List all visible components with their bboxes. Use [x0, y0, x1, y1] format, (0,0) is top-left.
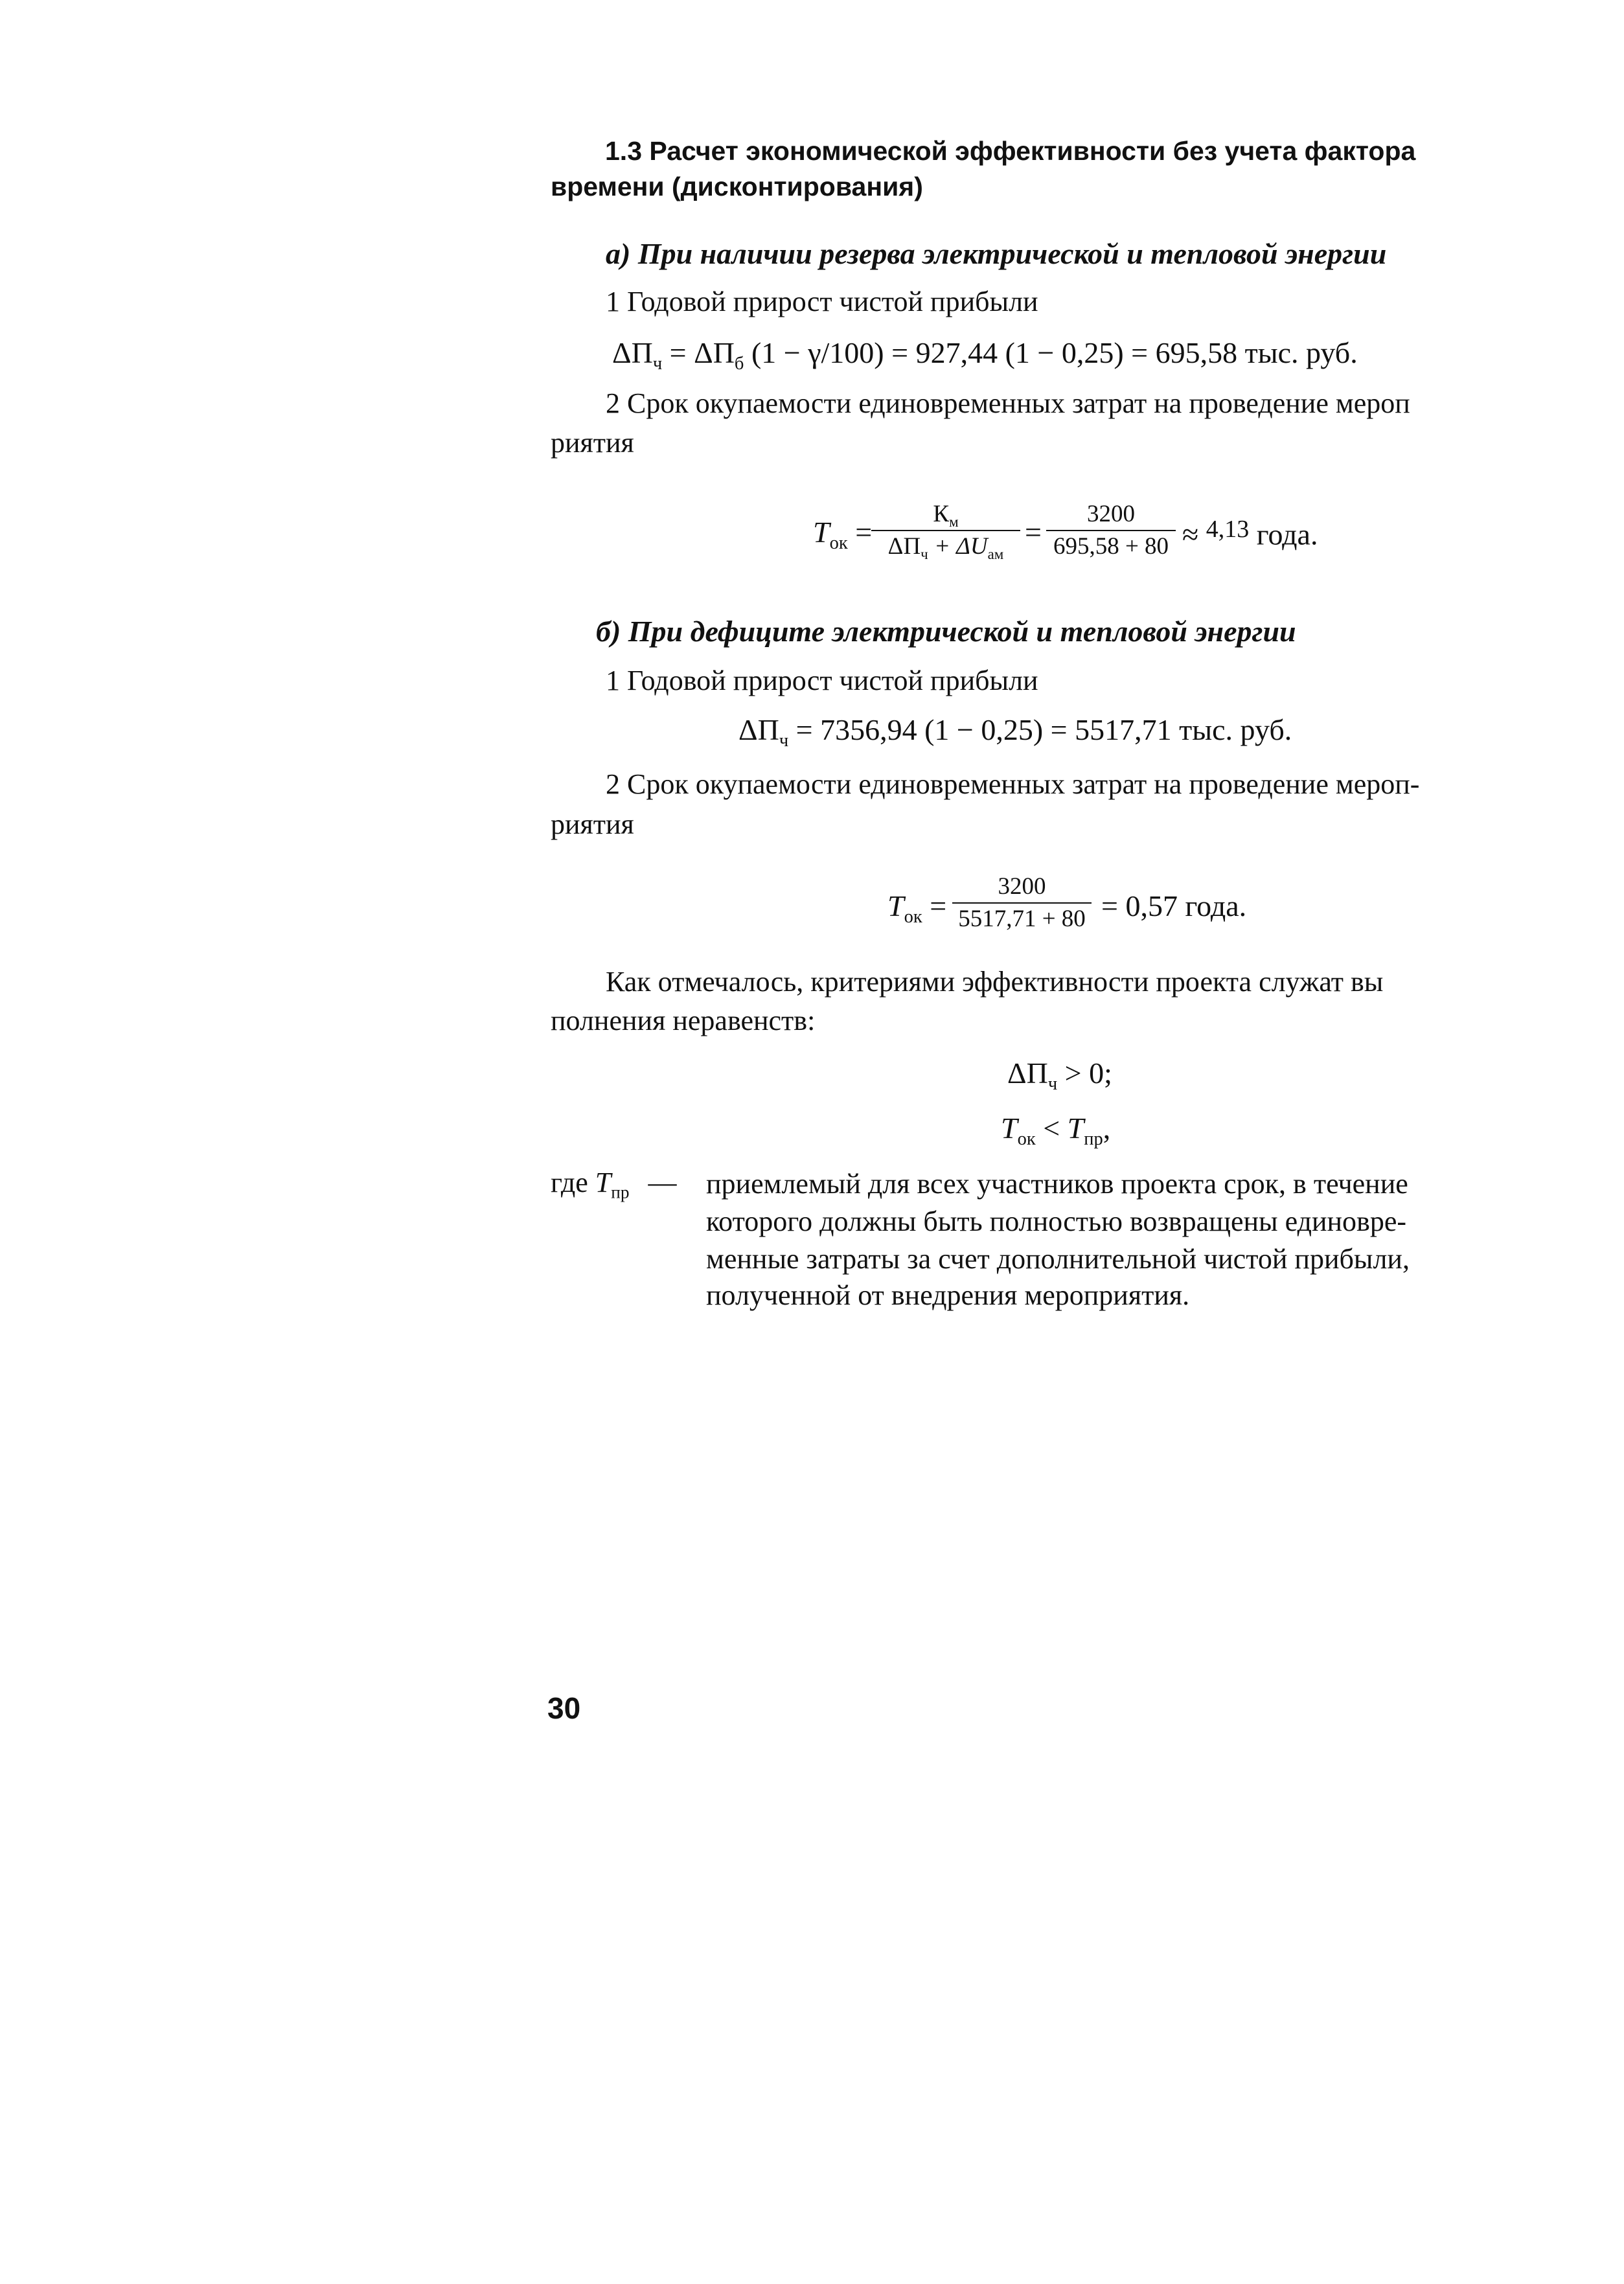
formula-b-profit-lhs-sub: ч [779, 730, 789, 751]
criteria-line-1: Как отмечалось, критериями эффективности проекта служат вы [606, 966, 1384, 998]
formula-a-fraction-2-numerator: 3200 [1087, 501, 1135, 527]
where-definition-line-1: приемлемый для всех участников проекта срок, в течение [706, 1168, 1408, 1200]
subsection-b-item-2-line-2: риятия [551, 808, 634, 840]
formula-a-payback-t-sub: ок [829, 532, 848, 553]
formula-b-payback-result: = 0,57 года. [1101, 889, 1247, 922]
subsection-b-title: б) При дефиците электрической и тепловой энергии [596, 615, 1296, 648]
formula-a-payback-eq2: = [1025, 516, 1042, 549]
formula-a-profit-expr: (1 − γ/100) = 927,44 (1 − 0,25) = 695,58 тыс. руб. [751, 336, 1358, 369]
formula-a-profit [612, 336, 1358, 374]
formula-b-payback-lhs: $T_{ок}$ = [887, 889, 947, 927]
formula-a-payback-t: T [813, 516, 830, 549]
subsection-b-item-2-line-1: 2 Срок окупаемости единовременных затрат на проведение мероп- [606, 768, 1420, 800]
page-number: 30 [547, 1691, 581, 1725]
formula-a-fraction-1 [871, 499, 1020, 562]
formula-a-profit-rhs-sym: ΔП [694, 336, 735, 369]
subsection-a-item-1: 1 Годовой прирост чистой прибыли [606, 286, 1038, 317]
section-heading-line-1: 1.3 Расчет экономической эффективности без учета фактора [605, 136, 1416, 166]
formula-b-fraction-denominator: 5517,71 + 80 [958, 906, 1086, 932]
formula-a-payback-eq: = [855, 516, 873, 549]
formula-b-fraction-numerator: 3200 [998, 873, 1046, 900]
inequality-profit: $\Delta П_ч > 0$; [1007, 1056, 1112, 1094]
formula-b-profit-expr: = 7356,94 (1 − 0,25) = 5517,71 тыс. руб. [795, 713, 1292, 746]
formula-a-profit-lhs: ΔП [612, 336, 653, 369]
section-heading-line-2: времени (дисконтирования) [551, 172, 923, 201]
inequality-payback: $T_{ок} < T_{пр}$, [1001, 1112, 1111, 1149]
subsection-a-item-2-line-2: риятия [551, 427, 634, 459]
formula-a-fraction-1-numerator: $К_м$ [933, 501, 959, 531]
formula-b-profit-lhs: ΔП [738, 713, 779, 746]
subsection-b-item-1: 1 Годовой прирост чистой прибыли [606, 665, 1038, 696]
formula-a-payback-lhs [813, 515, 873, 553]
formula-a-profit-rhs-sub: б [734, 353, 744, 374]
formula-b-fraction [952, 871, 1092, 935]
formula-a-profit-eq: = [669, 336, 687, 369]
where-definition-line-4: полученной от внедрения мероприятия. [706, 1279, 1190, 1311]
where-definition-line-2: которого должны быть полностью возвращены единовре- [706, 1205, 1407, 1237]
where-label: где $T_{пр}$ — [551, 1167, 677, 1202]
subsection-a-title: а) При наличии резерва электрической и тепловой энергии [606, 237, 1387, 270]
formula-a-fraction-1-denominator: $\Delta П_ч + \Delta U_{ам}$ [887, 533, 1004, 563]
formula-a-profit-lhs-sub: ч [652, 353, 663, 374]
formula-a-fraction-2-denominator: 695,58 + 80 [1053, 533, 1169, 560]
formula-a-payback-result: ≈ $^{4,13}$ года. [1182, 516, 1318, 551]
formula-b-profit [738, 713, 1292, 751]
where-definition-line-3: менные затраты за счет дополнительной чистой прибыли, [706, 1243, 1410, 1275]
formula-a-fraction-2 [1046, 499, 1176, 562]
criteria-line-2: полнения неравенств: [551, 1005, 816, 1036]
subsection-a-item-2-line-1: 2 Срок окупаемости единовременных затрат на проведение мероп [606, 387, 1410, 419]
